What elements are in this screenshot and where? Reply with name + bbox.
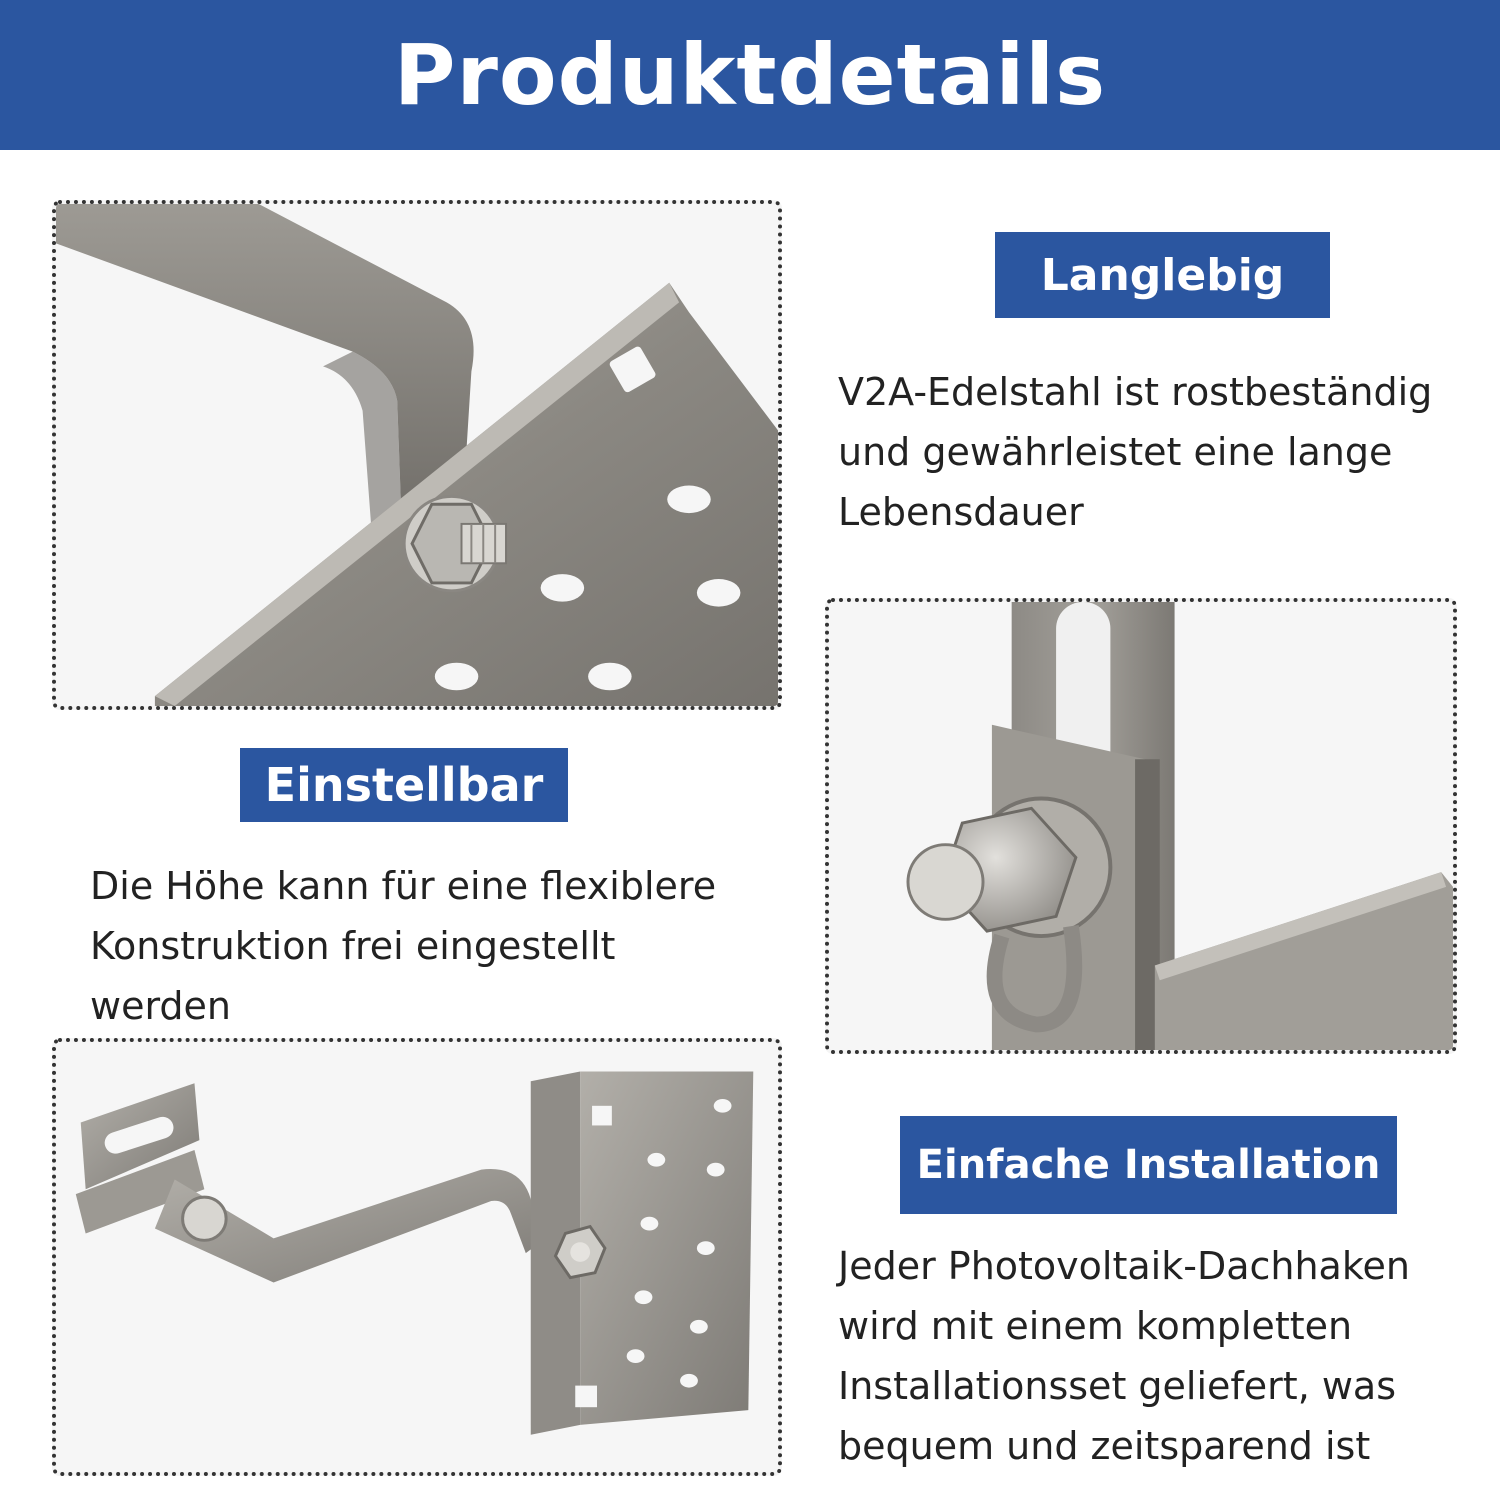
- photo-nut-closeup: [825, 598, 1457, 1054]
- desc-einfache-installation: [838, 1236, 1410, 1476]
- desc-installation-line: Jeder Photovoltaik-Dachhaken: [838, 1244, 1410, 1288]
- desc-einstellbar: [90, 856, 716, 1036]
- nut-closeup-illustration: [829, 602, 1453, 1050]
- desc-langlebig: [838, 362, 1432, 542]
- label-einstellbar: Einstellbar: [240, 748, 568, 822]
- desc-installation-line: bequem und zeitsparend ist: [838, 1424, 1371, 1468]
- desc-einstellbar-line: Konstruktion frei eingestellt: [90, 924, 616, 968]
- photo-hook-bolt-closeup: [52, 200, 782, 710]
- roof-hook-illustration: [56, 1042, 778, 1472]
- header-banner: [0, 0, 1500, 150]
- desc-langlebig-line: und gewährleistet eine lange: [838, 430, 1393, 474]
- desc-installation-line: Installationsset geliefert, was: [838, 1364, 1397, 1408]
- desc-einstellbar-line: werden: [90, 984, 231, 1028]
- desc-langlebig-line: V2A-Edelstahl ist rostbeständig: [838, 370, 1433, 414]
- label-langlebig: Langlebig: [995, 232, 1330, 318]
- label-einfache-installation: Einfache Installation: [900, 1116, 1397, 1214]
- desc-installation-line: wird mit einem kompletten: [838, 1304, 1353, 1348]
- hook-bolt-illustration: [56, 204, 778, 706]
- desc-langlebig-line: Lebensdauer: [838, 490, 1084, 534]
- photo-full-roof-hook: [52, 1038, 782, 1476]
- desc-einstellbar-line: Die Höhe kann für eine flexiblere: [90, 864, 717, 908]
- page-title: Produktdetails: [393, 26, 1107, 124]
